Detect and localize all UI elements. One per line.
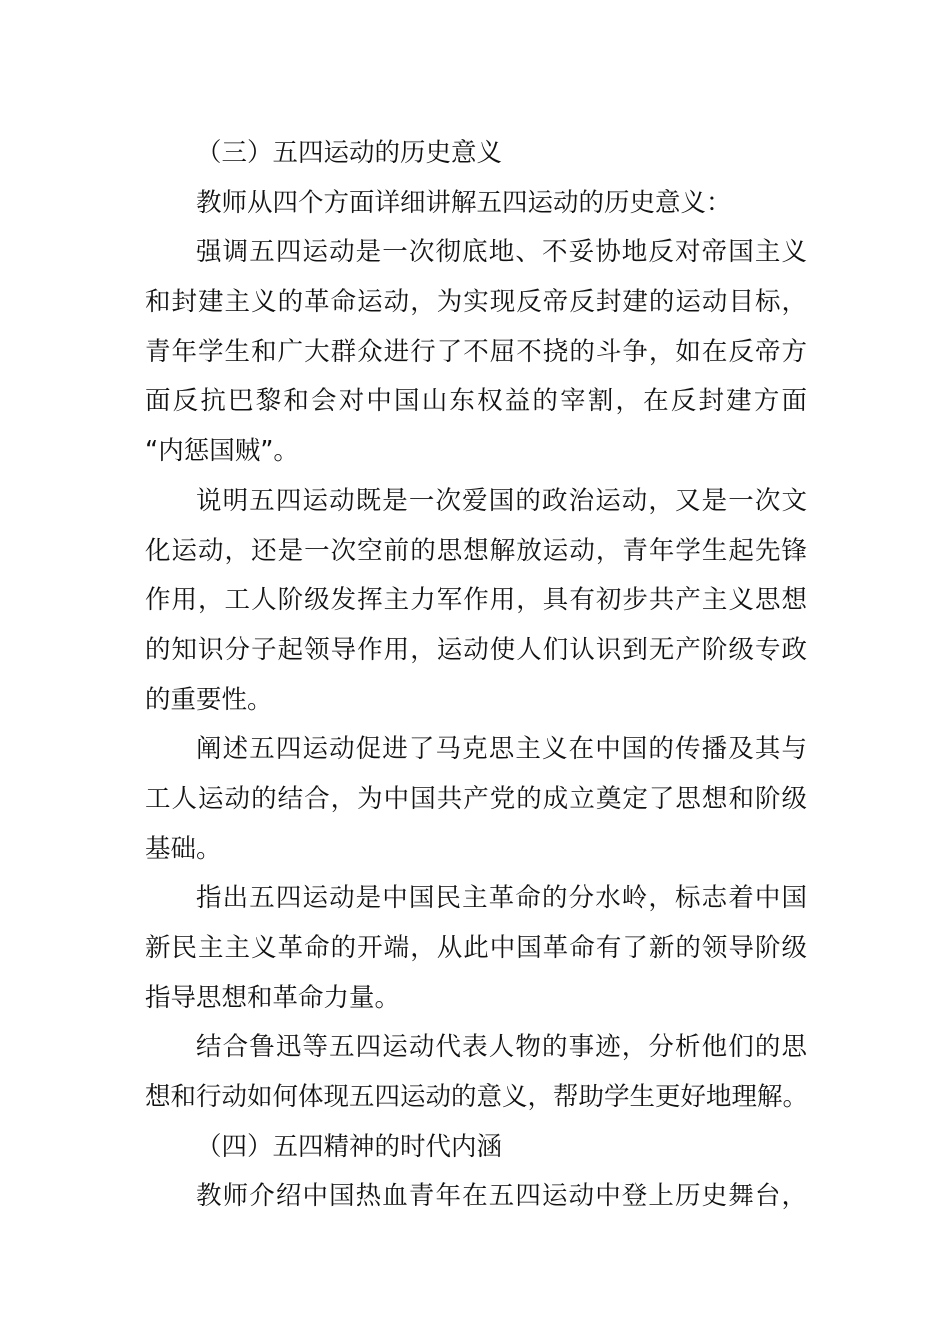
paragraph-line: “内惩国贼”。: [145, 436, 299, 467]
section-heading-four: （四）五四精神的时代内涵: [196, 1131, 503, 1162]
paragraph-line: 作用，工人阶级发挥主力军作用，具有初步共产主义思想: [145, 585, 807, 616]
paragraph-line: 和封建主义的革命运动，为实现反帝反封建的运动目标，: [145, 287, 807, 318]
paragraph-line: 说明五四运动既是一次爱国的政治运动，又是一次文: [196, 485, 807, 516]
section-heading-three: （三）五四运动的历史意义: [196, 138, 503, 168]
paragraph-line: 强调五四运动是一次彻底地、不妥协地反对帝国主义: [196, 237, 807, 268]
paragraph-line: 化运动，还是一次空前的思想解放运动，青年学生起先锋: [145, 535, 807, 566]
paragraph-line: 基础。: [145, 833, 222, 864]
paragraph-line: 的知识分子起领导作用，运动使人们认识到无产阶级专政: [145, 634, 807, 665]
document-page: [145, 129, 807, 1222]
paragraph-intro: 教师从四个方面详细讲解五四运动的历史意义：: [196, 187, 732, 218]
paragraph-line: 面反抗巴黎和会对中国山东权益的宰割，在反封建方面: [145, 386, 807, 417]
paragraph-line: 新民主主义革命的开端，从此中国革命有了新的领导阶级: [145, 933, 807, 963]
paragraph-line: 工人运动的结合，为中国共产党的成立奠定了思想和阶级: [145, 783, 807, 814]
paragraph-line: 指出五四运动是中国民主革命的分水岭，标志着中国: [196, 883, 807, 914]
paragraph-line: 指导思想和革命力量。: [145, 982, 401, 1013]
paragraph-line: 结合鲁迅等五四运动代表人物的事迹，分析他们的思: [196, 1032, 807, 1063]
paragraph-line: 教师介绍中国热血青年在五四运动中登上历史舞台，: [196, 1181, 807, 1212]
paragraph-line: 阐述五四运动促进了马克思主义在中国的传播及其与: [196, 734, 807, 765]
paragraph-line: 的重要性。: [145, 684, 273, 715]
paragraph-line: 想和行动如何体现五四运动的意义，帮助学生更好地理解。: [145, 1082, 809, 1113]
paragraph-line: 青年学生和广大群众进行了不屈不挠的斗争，如在反帝方: [145, 336, 807, 367]
